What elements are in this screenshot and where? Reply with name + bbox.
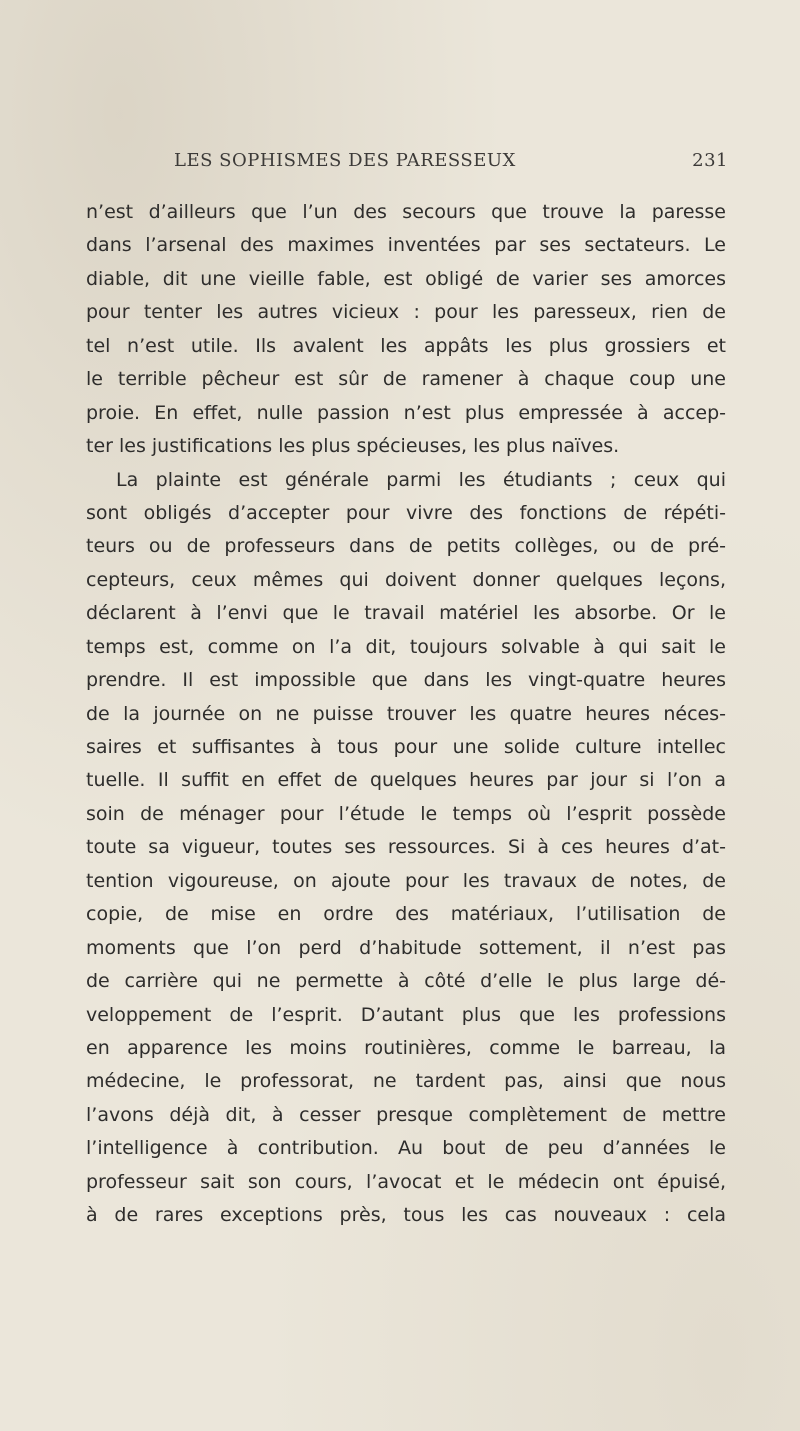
text-line: prendre. Il est impossible que dans les vingt-quatre heures <box>86 669 726 692</box>
page-number: 231 <box>692 150 728 171</box>
text-line: saires et suffisantes à tous pour une solide culture intellec <box>86 736 726 758</box>
text-line: à de rares exceptions près, tous les cas nouveaux : cela <box>86 1204 726 1227</box>
page-header <box>86 150 728 180</box>
text-line: l’avons déjà dit, à cesser presque complètement de mettre <box>86 1103 726 1126</box>
text-line: médecine, le professorat, ne tardent pas, ainsi que nous <box>86 1070 726 1093</box>
text-line: tuelle. Il suffit en effet de quelques heures par jour si l’on a <box>86 769 726 792</box>
text-line: déclarent à l’envi que le travail matériel les absorbe. Or le <box>86 602 726 625</box>
text-line: ter les justifications les plus spécieuses, les plus naïves. <box>86 435 620 458</box>
text-line: de la journée on ne puisse trouver les quatre heures néces- <box>86 702 726 725</box>
text-line: La plainte est générale parmi les étudiants ; ceux qui <box>116 468 726 491</box>
text-line: copie, de mise en ordre des matériaux, l’utilisation de <box>86 903 726 926</box>
text-line: professeur sait son cours, l’avocat et le médecin ont épuisé, <box>86 1170 726 1193</box>
text-line: de carrière qui ne permette à côté d’elle le plus large dé- <box>86 970 726 993</box>
text-line: soin de ménager pour l’étude le temps où l’esprit possède <box>86 802 726 825</box>
text-line: temps est, comme on l’a dit, toujours solvable à qui sait le <box>86 635 726 658</box>
text-line: moments que l’on perd d’habitude sottement, il n’est pas <box>86 936 726 959</box>
text-line: cepteurs, ceux mêmes qui doivent donner quelques leçons, <box>86 568 726 591</box>
text-line: toute sa vigueur, toutes ses ressources. Si à ces heures d’at- <box>86 836 726 859</box>
text-line: pour tenter les autres vicieux : pour les paresseux, rien de <box>86 301 726 324</box>
text-line: en apparence les moins routinières, comme le barreau, la <box>86 1036 726 1059</box>
text-line: diable, dit une vieille fable, est obligé de varier ses amorces <box>86 267 726 290</box>
text-line: veloppement de l’esprit. D’autant plus que les professions <box>86 1003 726 1026</box>
text-line: tention vigoureuse, on ajoute pour les travaux de notes, de <box>86 869 726 892</box>
text-line: le terrible pêcheur est sûr de ramener à chaque coup une <box>86 368 726 391</box>
text-line: proie. En effet, nulle passion n’est plus empressée à accep- <box>86 401 726 424</box>
text-line: dans l’arsenal des maximes inventées par ses sectateurs. Le <box>86 234 726 257</box>
text-line: teurs ou de professeurs dans de petits collèges, ou de pré- <box>86 535 726 558</box>
text-line: sont obligés d’accepter pour vivre des fonctions de répéti- <box>86 501 726 524</box>
running-title: LES SOPHISMES DES PARESSEUX <box>174 150 516 171</box>
text-line: n’est d’ailleurs que l’un des secours que trouve la paresse <box>86 201 726 223</box>
text-line: l’intelligence à contribution. Au bout de peu d’années le <box>86 1137 726 1160</box>
text-line: tel n’est utile. Ils avalent les appâts les plus grossiers et <box>86 334 726 357</box>
body-text <box>86 196 726 1233</box>
